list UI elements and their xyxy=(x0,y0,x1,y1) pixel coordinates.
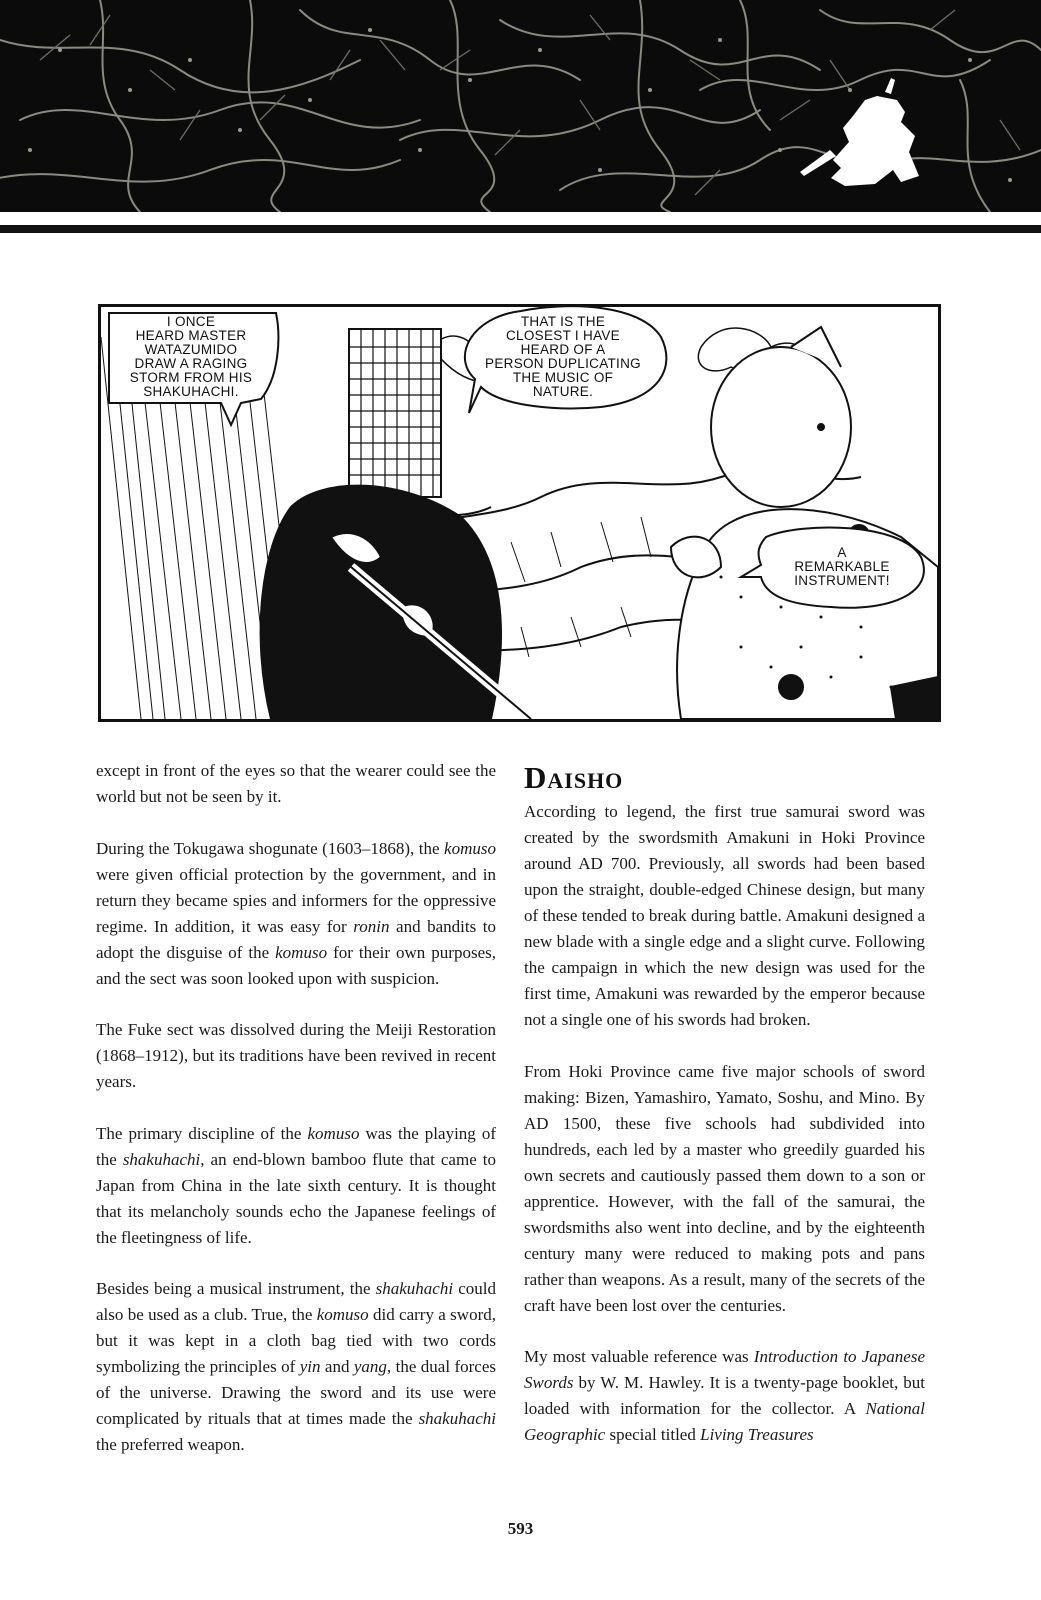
left-text-column xyxy=(96,758,496,1484)
usagi-figure xyxy=(671,327,938,719)
header-divider-rule xyxy=(0,225,1041,233)
paragraph: From Hoki Province came five major schools of sword making: Bizen, Yamashiro, Yamato, Soshu, and Mino. By AD 1500, these five schools had subdivided into hundreds, each led by a master who greedily guarded his own secrets and cautiously passed them down to a son or apprentice. However, with the fall of the samurai, the swordsmiths also went into decline, and by the eighteenth century many were reduced to making pots and pans rather than weapons. As a result, many of the secrets of the craft have been lost over the centuries. xyxy=(524,1061,925,1315)
speech-bubble-1: I ONCE HEARD MASTER WATAZUMIDO DRAW A RAGING STORM FROM HIS SHAKUHACHI. xyxy=(129,314,253,399)
paragraph: During the Tokugawa shogunate (1603–1868), the komuso were given official protection by the government, and in return they became spies and informers for the oppressive regime. In addition, it was easy for ronin and bandits to adopt the disguise of the komuso for their own purposes, and the sect was soon looked upon with suspicion. xyxy=(96,838,496,988)
branches-illustration xyxy=(0,0,1041,212)
paragraph: Besides being a musical instrument, the shakuhachi could also be used as a club. True, the komuso did carry a sword, but it was kept in a cloth bag tied with two cords symbolizing the principles of yin and yang, the dual forces of the universe. Drawing the sword and its use were complicated by rituals that at times made the shakuhachi the preferred weapon. xyxy=(96,1279,496,1454)
paragraph: According to legend, the first true samurai sword was created by the swordsmith Amakuni in Hoki Province around AD 700. Previously, all swords had been based upon the straight, double-edged Chinese design, but many of these tended to break during battle. Amakuni designed a new blade with a single edge and a slight curve. Following the campaign in which the new design was used for the first time, Amakuni was rewarded by the emperor because not a single one of his swords had broken. xyxy=(524,802,925,1029)
paragraph: The Fuke sect was dissolved during the Meiji Restoration (1868–1912), but its traditions have been revived in recent years. xyxy=(96,1020,496,1091)
speech-bubble-3: A REMARKABLE INSTRUMENT! xyxy=(794,545,890,588)
right-text-column xyxy=(524,760,925,1474)
speech-bubble-2: THAT IS THE CLOSEST I HAVE HEARD OF A PERSON DUPLICATING THE MUSIC OF NATURE. xyxy=(485,314,641,399)
comic-panel xyxy=(98,304,941,722)
paragraph: My most valuable reference was Introduction to Japanese Swords by W. M. Hawley. It is a twenty-page booklet, but loaded with information for the collector. A National Geographic special titled Living Treasures xyxy=(524,1347,925,1444)
page-number: 593 xyxy=(507,1519,534,1538)
header-branches-banner xyxy=(0,0,1041,212)
section-title: Daisho xyxy=(524,760,624,795)
paragraph: The primary discipline of the komuso was the playing of the shakuhachi, an end-blown bamboo flute that came to Japan from China in the late sixth century. It is thought that its melancholy sounds echo the Japanese feelings of the fleetingness of life. xyxy=(96,1123,496,1247)
header-divider-gap xyxy=(0,212,1041,216)
paragraph: except in front of the eyes so that the wearer could see the world but not be seen by it. xyxy=(96,761,496,806)
